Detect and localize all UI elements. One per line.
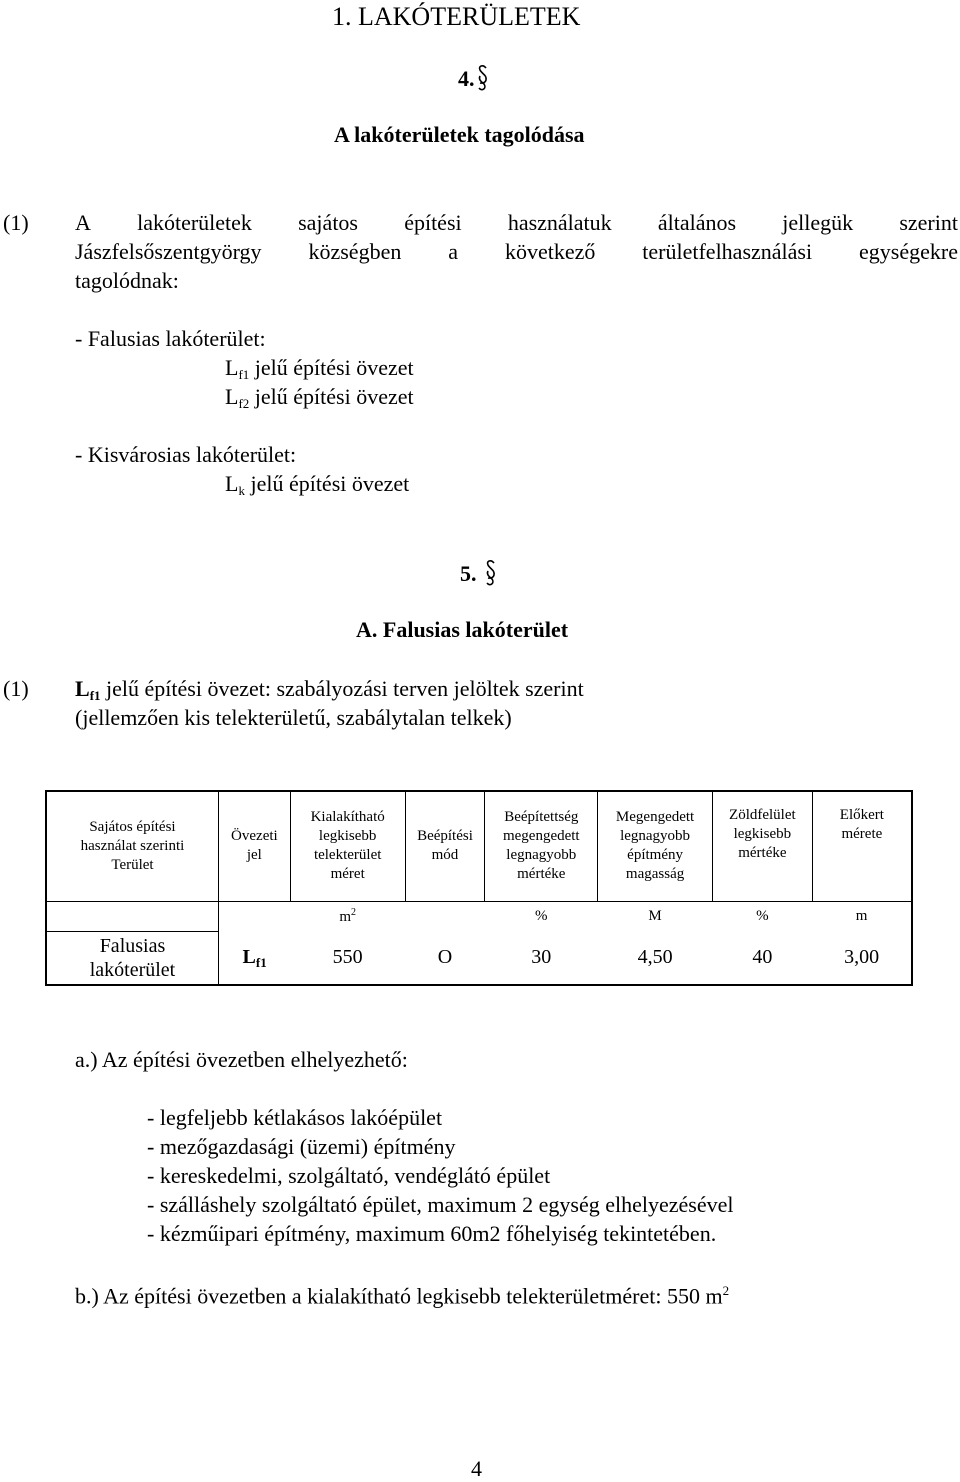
- para-b-text: b.) Az építési övezetben a kialakítható legkisebb telekterületméret: 550 m: [75, 1283, 723, 1309]
- zone-lf1-line: [225, 355, 414, 381]
- word: következő: [504, 239, 596, 264]
- sec4-line-3: tagolódnak:: [75, 268, 179, 293]
- header-line: telekterület: [313, 847, 382, 864]
- zoning-table: [45, 790, 913, 986]
- cell-sub: f1: [255, 955, 267, 970]
- header-line: Kialakítható: [310, 809, 385, 826]
- header-line: legkisebb: [318, 828, 377, 845]
- header-line: mód: [431, 847, 459, 864]
- unit-area: [290, 901, 405, 931]
- header-green: [712, 791, 812, 901]
- header-line: mértéke: [738, 845, 787, 861]
- word: egységekre: [859, 239, 958, 264]
- para-b: [75, 1278, 729, 1309]
- header-line: Zöldfelület: [729, 807, 796, 823]
- word: területfelhasználási: [642, 239, 813, 264]
- zone-lf2-line: [225, 384, 414, 410]
- word: Jászfelsőszentgyörgy: [75, 239, 262, 264]
- header-line: legnagyobb: [620, 828, 691, 845]
- unit-coverage: %: [535, 907, 548, 924]
- row-zone-code: [218, 931, 290, 985]
- header-line: Előkert: [839, 807, 884, 823]
- word: jellegük: [782, 210, 854, 235]
- zone-code: L: [225, 384, 239, 409]
- zone-code-sub: f1: [89, 688, 101, 703]
- header-line: Sajátos építési: [89, 818, 176, 835]
- zone-desc: jelű építési övezet: [254, 355, 414, 380]
- header-line: Megengedett: [615, 809, 695, 826]
- header-land-use: [46, 791, 218, 901]
- row-land-use: [46, 931, 218, 985]
- sec5-para-label: (1): [3, 676, 29, 701]
- header-line: méret: [330, 866, 365, 883]
- sec4-line-2: [75, 239, 958, 265]
- chapter-title: 1. LAKÓTERÜLETEK: [332, 2, 581, 31]
- row-height: 4,50: [637, 946, 673, 968]
- header-line: jel: [246, 847, 262, 864]
- group-kisvarosias: - Kisvárosias lakóterület:: [75, 442, 297, 467]
- zone-code: L: [75, 676, 90, 701]
- list-item: - legfeljebb kétlakásos lakóépület: [147, 1105, 443, 1130]
- table-unit-row: [46, 901, 912, 931]
- unit-front: m: [855, 907, 868, 924]
- header-line: mérete: [841, 826, 883, 842]
- row-build-mode: O: [437, 946, 453, 968]
- section-number: 5.: [460, 561, 477, 586]
- row-green: 40: [752, 946, 773, 968]
- zone-desc: jelű építési övezet: [254, 384, 414, 409]
- row-coverage: 30: [531, 946, 552, 968]
- word: a: [448, 239, 459, 264]
- header-height: [598, 791, 713, 901]
- section-number: 4.: [458, 66, 475, 91]
- header-min-plot: [290, 791, 405, 901]
- section-5-number: [460, 559, 497, 587]
- sec5-para-line-1: [75, 676, 584, 702]
- cell-line: lakóterület: [89, 958, 176, 981]
- header-line: Övezeti: [231, 828, 278, 845]
- word: szerint: [899, 210, 958, 235]
- zone-lk-line: [225, 471, 409, 497]
- zone-code-sub: f2: [238, 396, 250, 411]
- sec4-para-label: (1): [3, 210, 29, 235]
- header-zone-code: [218, 791, 290, 901]
- section-5-title: A. Falusias lakóterület: [356, 617, 569, 642]
- zone-code-sub: f1: [238, 367, 250, 382]
- list-item: - mezőgazdasági (üzemi) építmény: [147, 1134, 456, 1159]
- group-falusias: - Falusias lakóterület:: [75, 326, 266, 351]
- word: használatuk: [507, 210, 612, 235]
- list-item: - kézműipari építmény, maximum 60m2 főhelyiség tekintetében.: [147, 1221, 717, 1246]
- word: lakóterületek: [137, 210, 252, 235]
- row-front: 3,00: [844, 946, 880, 968]
- list-item: - szálláshely szolgáltató épület, maximum 2 egység elhelyezésével: [147, 1192, 734, 1217]
- section-sign-icon: [485, 559, 497, 587]
- page-number: 4: [471, 1456, 482, 1481]
- para-b-sup: 2: [722, 1283, 730, 1298]
- header-coverage: [485, 791, 598, 901]
- word: általános: [657, 210, 737, 235]
- word: A: [75, 210, 91, 235]
- cell-line: Falusias: [99, 934, 166, 957]
- unit-cell-empty: [46, 901, 218, 931]
- table-header-row: [46, 791, 912, 901]
- word: községben: [308, 239, 402, 264]
- unit-cell-empty: [218, 901, 290, 931]
- unit-text: m: [339, 908, 351, 925]
- unit-green: %: [756, 907, 769, 924]
- zone-code: L: [225, 355, 239, 380]
- zone-code-sub: k: [238, 483, 245, 498]
- header-line: Beépítési: [417, 828, 473, 845]
- sec4-line-1: [75, 210, 958, 236]
- section-4-title: A lakóterületek tagolódása: [334, 122, 585, 147]
- header-line: Terület: [111, 856, 154, 873]
- header-build-mode: [405, 791, 485, 901]
- unit-sup: 2: [351, 906, 356, 918]
- section-sign-icon: [477, 64, 489, 92]
- header-line: megengedett: [502, 828, 580, 845]
- unit-cell-empty: [405, 901, 485, 931]
- header-front-yard: [812, 791, 912, 901]
- header-line: legnagyobb: [506, 847, 577, 864]
- header-line: legkisebb: [733, 826, 792, 842]
- list-item: - kereskedelmi, szolgáltató, vendéglátó épület: [147, 1163, 551, 1188]
- zone-desc: jelű építési övezet: [250, 471, 410, 496]
- section-4-number: [458, 64, 489, 92]
- header-line: használat szerinti: [80, 837, 185, 854]
- zone-code: L: [225, 471, 239, 496]
- row-min-area: 550: [332, 946, 363, 968]
- cell-text: L: [242, 946, 256, 968]
- header-line: magasság: [625, 866, 685, 883]
- word: sajátos: [298, 210, 358, 235]
- header-line: Beépítettség: [504, 809, 579, 826]
- header-line: építmény: [627, 847, 683, 864]
- header-line: mértéke: [517, 866, 566, 883]
- list-a-heading: a.) Az építési övezetben elhelyezhető:: [75, 1047, 408, 1072]
- table-row: [46, 931, 912, 985]
- word: építési: [404, 210, 462, 235]
- para-text: jelű építési övezet: szabályozási terven jelöltek szerint: [106, 676, 584, 701]
- unit-height: M: [648, 907, 662, 924]
- sec5-para-line-2: (jellemzően kis telekterületű, szabálytalan telkek): [75, 705, 512, 730]
